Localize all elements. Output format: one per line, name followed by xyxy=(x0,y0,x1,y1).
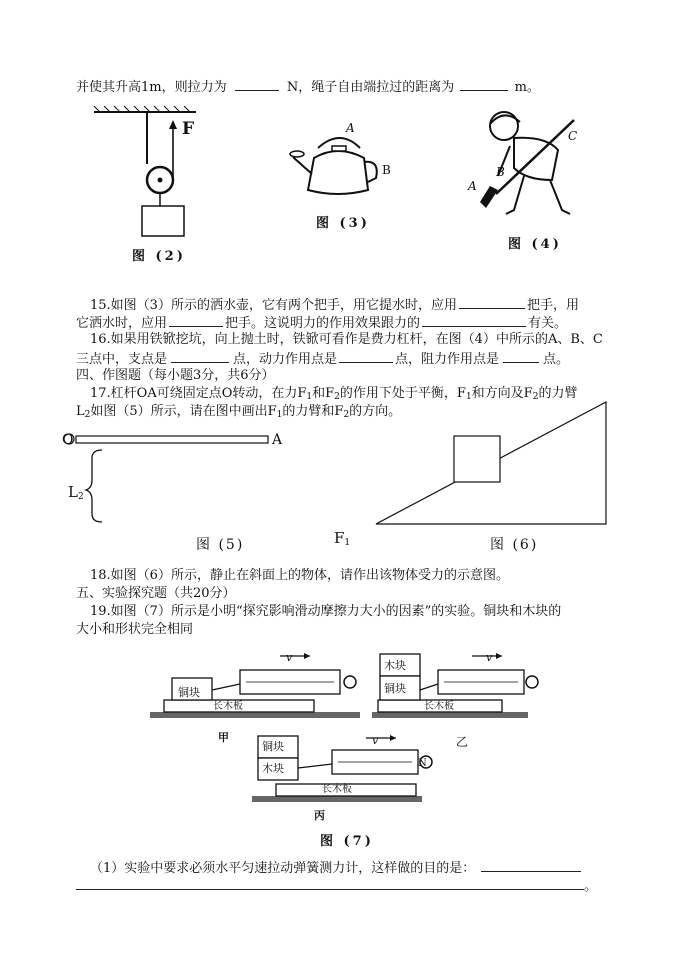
question-19-line-1: 19.如图（7）所示是小明“探究影响滑动摩擦力大小的因素”的实验。铜块和木块的 xyxy=(90,604,562,619)
copper-block-label: 铜块 xyxy=(384,682,406,695)
copper-block-label: 铜块 xyxy=(178,686,200,699)
question-16-line-2: 三点中，支点是 点，动力作用点是 点，阻力作用点是 点。 xyxy=(76,352,570,367)
figure-4-caption: 图 (4) xyxy=(508,237,562,252)
question-18: 18.如图（6）所示，静止在斜面上的物体，请作出该物体受力的示意图。 xyxy=(90,568,509,583)
answer-blank[interactable] xyxy=(339,350,393,363)
answer-blank[interactable] xyxy=(503,350,539,363)
figure-2-caption: 图 (2) xyxy=(132,249,186,264)
question-19-part-1-line-2: 。 xyxy=(76,877,597,895)
label-a: A xyxy=(272,432,283,448)
section-4-heading: 四、作图题（每小题3分，共6分） xyxy=(76,368,275,383)
question-17-line-2: $L_2$如图（5）所示，请在图中画出$F_1$的力臂和$F_2$的方向。 xyxy=(76,404,402,420)
velocity-label: v xyxy=(372,734,379,747)
setup-bing-label: 丙 xyxy=(314,809,325,822)
velocity-label: v xyxy=(486,651,493,664)
copper-block-label: 铜块 xyxy=(262,740,284,753)
label-c: C xyxy=(568,129,578,143)
question-14-continuation: 并使其升高1m，则拉力为 N，绳子自由端拉过的距离为 m。 xyxy=(76,80,540,95)
question-15-line-1: 15.如图（3）所示的洒水壶，它有两个把手，用它提水时，应用 把手，用 xyxy=(90,298,579,313)
figure-5-caption: 图 (5) xyxy=(196,537,245,553)
answer-blank[interactable] xyxy=(76,877,584,890)
figure-4-shovel-worker xyxy=(466,106,586,226)
answer-blank[interactable] xyxy=(171,350,229,363)
figure-6-caption: 图 (6) xyxy=(490,537,539,553)
question-16-line-1: 16.如果用铁锨挖坑，向上抛土时，铁锨可看作是费力杠杆，在图（4）中所示的A、B、C xyxy=(90,332,603,347)
answer-blank[interactable] xyxy=(459,296,525,309)
board-label: 长木板 xyxy=(322,784,352,795)
answer-blank[interactable] xyxy=(235,78,279,91)
question-19-line-2: 大小和形状完全相同 xyxy=(76,622,194,637)
label-l2: $L_2$ xyxy=(68,483,84,502)
label-b: B xyxy=(382,163,391,177)
wood-block-label: 木块 xyxy=(384,659,406,672)
answer-blank[interactable] xyxy=(169,314,223,327)
label-o: O xyxy=(62,432,74,448)
board-label: 长木板 xyxy=(213,701,243,712)
figure-5-lever xyxy=(62,430,272,530)
label-a: A xyxy=(468,179,477,193)
figure-6-incline xyxy=(372,400,612,530)
force-arrow-icon xyxy=(169,120,177,129)
figure-3-caption: 图 (3) xyxy=(316,216,370,231)
block-on-incline xyxy=(454,436,500,482)
section-5-heading: 五、实验探究题（共20分） xyxy=(76,586,236,601)
unit-label: N xyxy=(418,758,427,769)
label-a: A xyxy=(346,121,355,135)
setup-yi-label: 乙 xyxy=(456,735,469,749)
force-label: F xyxy=(182,119,195,139)
answer-blank[interactable] xyxy=(481,859,581,872)
answer-blank[interactable] xyxy=(460,78,508,91)
question-15-line-2: 它洒水时，应用 把手。这说明力的作用效果跟力的 有关。 xyxy=(76,316,568,331)
wood-block-label: 木块 xyxy=(262,762,284,775)
velocity-label: v xyxy=(286,651,293,664)
figure-7-caption: 图 (7) xyxy=(320,834,374,849)
answer-blank[interactable] xyxy=(422,314,526,327)
label-f1: $F_1$ xyxy=(334,529,351,548)
label-b: B xyxy=(496,165,505,179)
question-17-line-1: 17.杠杆OA可绕固定点O转动，在力$F_1$和$F_2$的作用下处于平衡，$F_1$和方向及$F_2$的力臂 xyxy=(90,386,578,402)
board-label: 长木板 xyxy=(424,701,454,712)
question-19-part-1: （1）实验中要求必须水平匀速拉动弹簧测力计，这样做的目的是： xyxy=(90,859,581,877)
setup-jia-label: 甲 xyxy=(218,731,229,744)
